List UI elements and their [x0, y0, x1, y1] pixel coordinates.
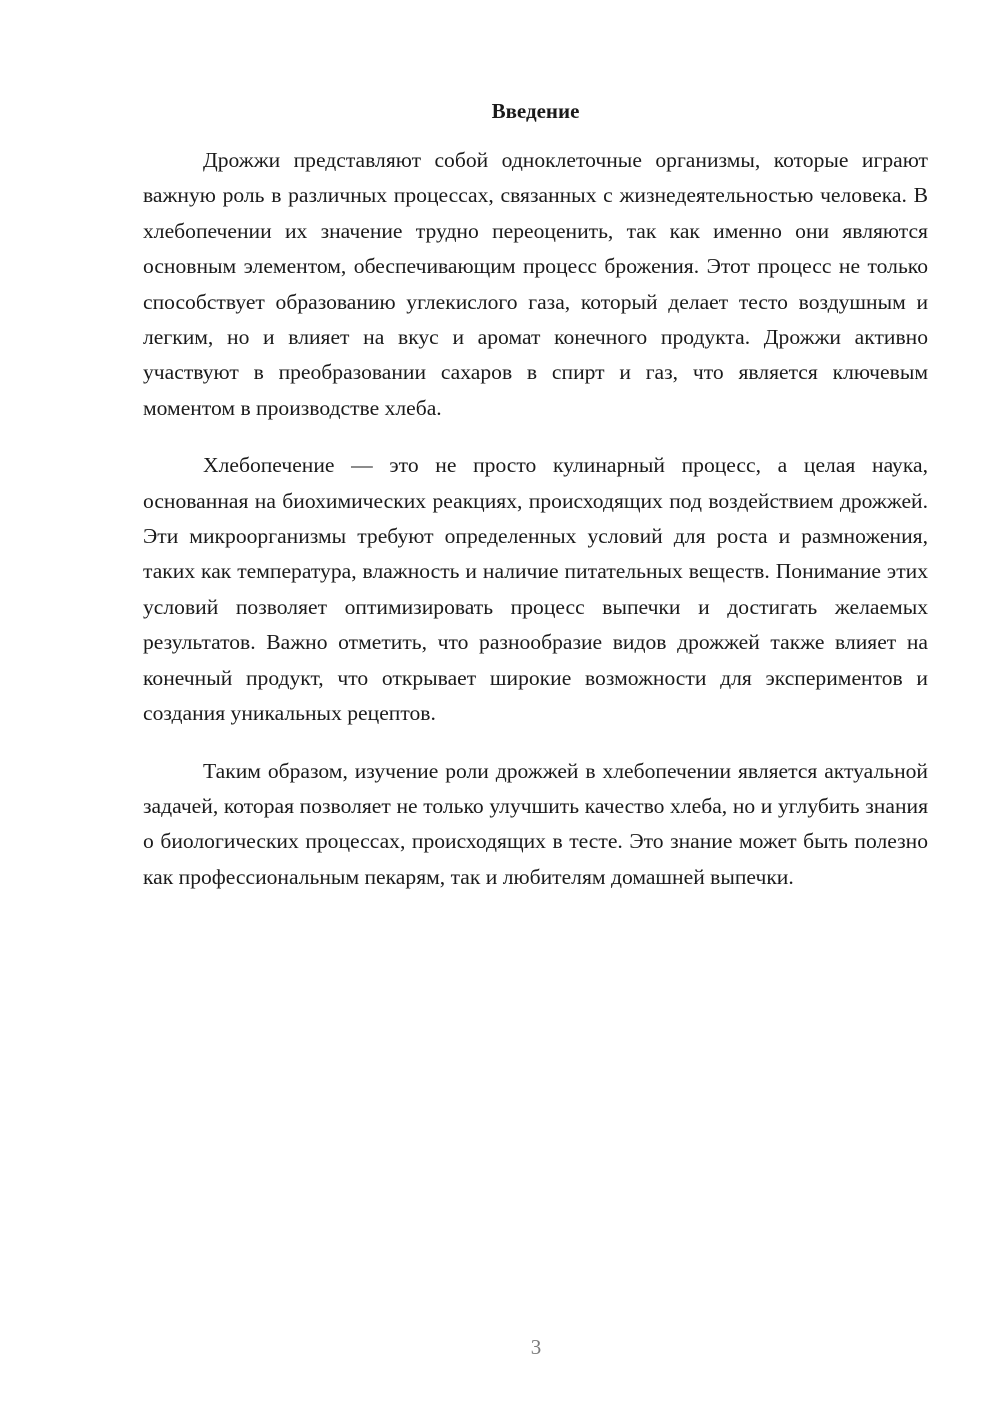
body-text — [143, 143, 928, 917]
paragraph-3: Таким образом, изучение роли дрожжей в хлебопечении является актуальной задачей, которая позволяет не только улучшить качество хлеба, но и углубить знания о биологических процессах, происходящих в тесте. Это знание может быть полезно как профессиональным пекарям, так и любителям домашней выпечки. — [143, 758, 928, 889]
paragraph-1: Дрожжи представляют собой одноклеточные организмы, которые играют важную роль в различных процессах, связанных с жизнедеятельностью человека. В хлебопечении их значение трудно переоценить, так как именно они являются основным элементом, обеспечивающим процесс брожения. Этот процесс не только способствует образованию углекислого газа, который делает тесто воздушным и легким, но и влияет на вкус и аромат конечного продукта. Дрожжи активно участвуют в преобразовании сахаров в спирт и газ, что является ключевым моментом в производстве хлеба. — [143, 148, 928, 420]
section-heading: Введение — [491, 99, 580, 123]
paragraph-2: Хлебопечение — это не просто кулинарный процесс, а целая наука, основанная на биохимических реакциях, происходящих под воздействием дрожжей. Эти микроорганизмы требуют определенных условий для роста и размножения, таких как температура, влажность и наличие питательных веществ. Понимание этих условий позволяет оптимизировать процесс выпечки и достигать желаемых результатов. Важно отметить, что разнообразие видов дрожжей также влияет на конечный продукт, что открывает широкие возможности для экспериментов и создания уникальных рецептов. — [143, 453, 928, 726]
page-number: 3 — [530, 1335, 542, 1359]
